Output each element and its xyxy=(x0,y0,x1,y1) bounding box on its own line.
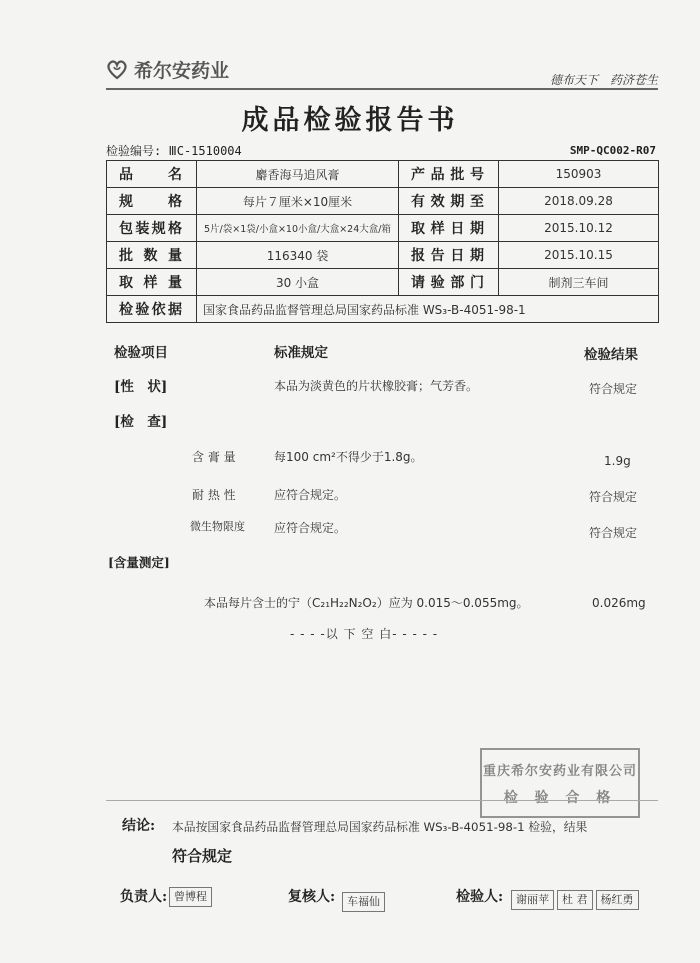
assay-section-label: [含量测定] xyxy=(108,555,170,570)
inspection-item: 耐 热 性 xyxy=(192,488,236,502)
table-row xyxy=(107,296,659,323)
conclusion-text: 本品按国家食品药品监督管理总局国家药品标准 WS₃-B-4051-98-1 检验，结果 xyxy=(172,820,588,834)
inspection-passed-stamp xyxy=(480,748,640,818)
inspector-name: 谢丽苹 xyxy=(511,890,554,910)
dept-label: 请验部门 xyxy=(399,269,499,296)
inspection-section-label: [检 查] xyxy=(114,414,168,430)
conclusion-divider xyxy=(106,800,658,801)
inspector-name: 杨红勇 xyxy=(596,890,639,910)
quantity-value: 116340 袋 xyxy=(197,242,399,269)
inspection-standard: 应符合规定。 xyxy=(274,521,347,535)
table-row xyxy=(107,269,659,296)
company-logo xyxy=(106,56,229,83)
reviewer-signature-stamp xyxy=(342,890,385,912)
document-code: SMP-QC002-R07 xyxy=(569,144,656,157)
responsible-name: 曾博程 xyxy=(169,887,212,907)
dept-value: 制剂三车间 xyxy=(499,269,659,296)
responsible-signature-stamp xyxy=(169,885,212,907)
basis-label: 检验依据 xyxy=(107,296,197,323)
inspection-item: 含 膏 量 xyxy=(192,450,236,464)
table-row xyxy=(107,188,659,215)
inspection-standard: 每100 cm²不得少于1.8g。 xyxy=(274,450,423,464)
report-date-value: 2015.10.15 xyxy=(499,242,659,269)
responsible-label: 负责人: xyxy=(120,889,168,905)
character-standard: 本品为淡黄色的片状橡胶膏；气芳香。 xyxy=(274,379,479,393)
table-row xyxy=(107,161,659,188)
sample-qty-value: 30 小盒 xyxy=(197,269,399,296)
assay-result: 0.026mg xyxy=(592,596,646,610)
basis-value: 国家食品药品监督管理总局国家药品标准 WS₃-B-4051-98-1 xyxy=(197,296,659,323)
inspection-number: 检验编号: ⅢC-1510004 xyxy=(106,144,242,158)
inspector-signature-stamps xyxy=(511,890,639,910)
product-name-value: 麝香海马追风膏 xyxy=(197,161,399,188)
reviewer-name: 车福仙 xyxy=(342,892,385,912)
quantity-label: 批 数 量 xyxy=(107,242,197,269)
batch-number-label: 产品批号 xyxy=(399,161,499,188)
inspection-standard: 应符合规定。 xyxy=(274,488,347,502)
heart-logo-icon xyxy=(106,60,128,80)
inspection-result: 符合规定 xyxy=(589,490,638,504)
table-row xyxy=(107,242,659,269)
conclusion-verdict: 符合规定 xyxy=(172,847,233,865)
sample-qty-label: 取 样 量 xyxy=(107,269,197,296)
sample-date-label: 取样日期 xyxy=(399,215,499,242)
stamp-company: 重庆希尔安药业有限公司 xyxy=(482,764,637,779)
report-date-label: 报告日期 xyxy=(399,242,499,269)
slogan: 德布天下 药济苍生 xyxy=(549,73,658,87)
batch-number-value: 150903 xyxy=(499,161,659,188)
inspector-name: 杜 君 xyxy=(557,890,593,910)
result-column-header: 检验结果 xyxy=(584,347,638,363)
expiry-label: 有效期至 xyxy=(399,188,499,215)
character-result: 符合规定 xyxy=(589,382,638,396)
character-section-label: [性 状] xyxy=(114,379,168,395)
sample-date-value: 2015.10.12 xyxy=(499,215,659,242)
conclusion-label: 结论: xyxy=(122,818,156,834)
table-row xyxy=(107,215,659,242)
spec-label: 规 格 xyxy=(107,188,197,215)
inspection-item: 微生物限度 xyxy=(190,520,245,533)
standard-column-header: 标准规定 xyxy=(274,345,328,361)
product-name-label: 品 名 xyxy=(107,161,197,188)
stamp-text: 检 验 合 格 xyxy=(503,790,617,806)
assay-standard: 本品每片含士的宁（C₂₁H₂₂N₂O₂）应为 0.015～0.055mg。 xyxy=(204,596,529,610)
blank-below-note: - - - -以 下 空 白- - - - - xyxy=(290,627,439,641)
item-column-header: 检验项目 xyxy=(114,345,168,361)
expiry-value: 2018.09.28 xyxy=(499,188,659,215)
inspection-result: 符合规定 xyxy=(589,526,638,540)
inspection-result: 1.9g xyxy=(604,454,631,468)
reviewer-label: 复核人: xyxy=(288,889,336,905)
product-info-table xyxy=(106,160,659,323)
report-title: 成品检验报告书 xyxy=(241,105,459,136)
inspector-label: 检验人: xyxy=(456,889,504,905)
package-value: 5片/袋×1袋/小盒×10小盒/大盒×24大盒/箱 xyxy=(197,215,399,242)
package-label: 包装规格 xyxy=(107,215,197,242)
company-name: 希尔安药业 xyxy=(134,60,230,82)
spec-value: 每片７厘米×10厘米 xyxy=(197,188,399,215)
header-divider xyxy=(106,88,658,90)
